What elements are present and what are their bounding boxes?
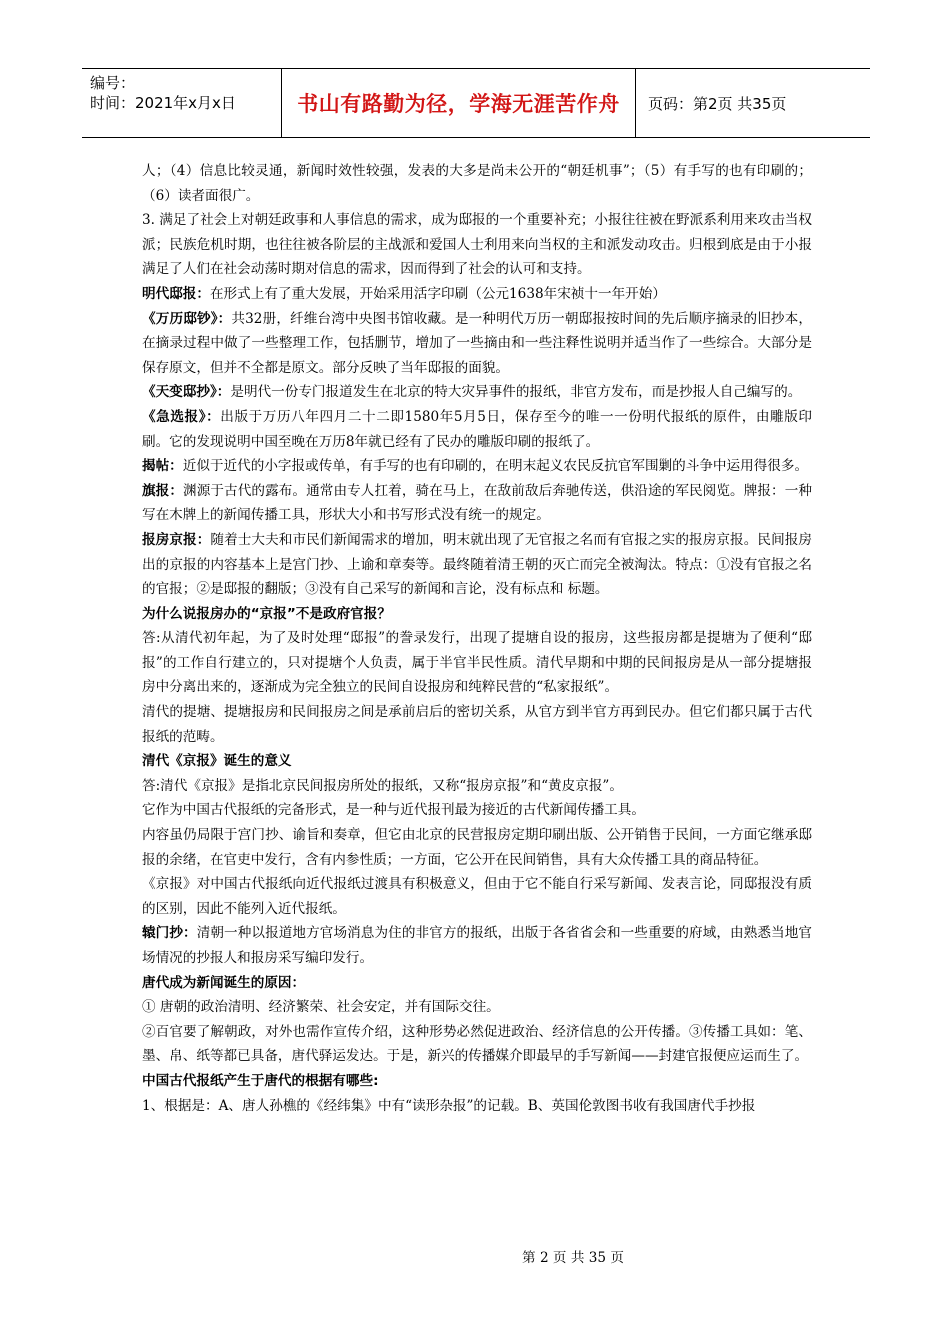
paragraph xyxy=(142,454,812,479)
paragraph xyxy=(142,995,812,1020)
paragraph xyxy=(142,798,812,823)
page-header xyxy=(82,68,870,138)
paragraph-text: 答:清代《京报》是指北京民间报房所处的报纸，又称“报房京报”和“黄皮京报”。 xyxy=(142,777,623,794)
paragraph xyxy=(142,971,812,996)
paragraph-heading: 揭帖： xyxy=(142,458,183,475)
paragraph-text: 清朝一种以报道地方官场消息为住的非官方的报纸，出版于各省省会和一些重要的府域，由熟悉当地官场情况的抄报人和报房采写编印发行。 xyxy=(142,925,812,966)
paragraph-text: 是明代一份专门报道发生在北京的特大灾异事件的报纸，非官方发布，而是抄报人自己编写的。 xyxy=(230,384,802,401)
paragraph-heading: 《天变邸抄》： xyxy=(142,384,231,401)
paragraph xyxy=(142,749,812,774)
paragraph xyxy=(142,774,812,799)
page-footer: 第 2 页 共 35 页 xyxy=(522,1250,624,1266)
paragraph xyxy=(142,405,812,454)
paragraph-text: 内容虽仍局限于宫门抄、谕旨和奏章，但它由北京的民营报房定期印刷出版、公开销售于民间，一方面它继承邸报的余绪，在官吏中发行，含有内参性质；一方面，它公开在民间销售，具有大众传播工具的商品特征。 xyxy=(142,827,812,868)
paragraph-text: 1、根据是：A、唐人孙樵的《经纬集》中有“读形杂报”的记载。B、英国伦敦图书收有我国唐代手抄报 xyxy=(142,1097,756,1114)
paragraph-text: ②百官要了解朝政，对外也需作宣传介绍，这种形势必然促进政治、经济信息的公开传播。③传播工具如：笔、墨、帛、纸等都已具备，唐代驿运发达。于是，新兴的传播媒介即最早的手写新闻——封建官报便应运而生了。 xyxy=(142,1023,812,1065)
paragraph xyxy=(142,700,812,749)
paragraph-text: 共32册，纤维台湾中央图书馆收藏。是一种明代万历一朝邸报按时间的先后顺序摘录的旧抄本，在摘录过程中做了一些整理工作，包括删节，增加了一些摘由和一些注释性说明并适当作了一些综合。大部分是保存原文，但并不全都是原文。部分反映了当年邸报的面貌。 xyxy=(142,310,813,376)
paragraph-text: 清代的提塘、提塘报房和民间报房之间是承前启后的密切关系，从官方到半官方再到民办。但它们都只属于古代报纸的范畴。 xyxy=(142,704,812,745)
paragraph-heading: 报房京报： xyxy=(142,531,211,548)
paragraph xyxy=(142,380,812,405)
paragraph-heading: 为什么说报房办的“京报”不是政府官报？ xyxy=(142,605,391,622)
paragraph-text: 人；（4）信息比较灵通，新闻时效性较强，发表的大多是尚未公开的“朝廷机事”；（5）有手写的也有印刷的；（6）读者面很广。 xyxy=(142,163,812,204)
paragraph xyxy=(142,307,812,381)
header-page-number: 页码：第2页 共35页 xyxy=(648,94,787,113)
paragraph-text: 在形式上有了重大发展，开始采用活字印刷（公元1638年宋祯十一年开始） xyxy=(209,285,666,302)
paragraph-text: 随着士大夫和市民们新闻需求的增加，明末就出现了无官报之名而有官报之实的报房京报。民间报房出的京报的内容基本上是宫门抄、上谕和章奏等。最终随着清王朝的灭亡而完全被淘汰。特点：①没有官报之名的官报；②是邸报的翻版；③没有自己采写的新闻和言论，没有标点和 标题。 xyxy=(142,531,813,598)
paragraph-text: ① 唐朝的政治清明、经济繁荣、社会安定，并有国际交往。 xyxy=(142,999,500,1016)
paragraph-text: 答:从清代初年起，为了及时处理“邸报”的誊录发行，出现了提塘自设的报房，这些报房都是提塘为了便利“邸报”的工作自行建立的，只对提塘个人负责，属于半官半民性质。清代早期和中期的民间报房是从一部分提塘报房中分离出来的，逐渐成为完全独立的民间自设报房和纯粹民营的“私家报纸”。 xyxy=(142,630,812,696)
paragraph xyxy=(142,872,812,921)
paragraph xyxy=(142,823,812,872)
paragraph xyxy=(142,1020,812,1069)
paragraph xyxy=(142,479,812,528)
paragraph-heading: 《万历邸钞》： xyxy=(142,310,232,327)
paragraph xyxy=(142,921,812,970)
document-number: 编号： xyxy=(90,74,136,92)
paragraph-heading: 明代邸报： xyxy=(142,285,210,302)
paragraph-text: 它作为中国古代报纸的完备形式，是一种与近代报刊最为接近的古代新闻传播工具。 xyxy=(142,802,645,819)
header-meta xyxy=(82,69,282,137)
paragraph-text: 《京报》对中国古代报纸向近代报纸过渡具有积极意义，但由于它不能自行采写新闻、发表言论，同邸报没有质的区别，因此不能列入近代报纸。 xyxy=(142,876,812,917)
paragraph-text: 出版于万历八年四月二十二即1580年5月5日，保存至今的唯一一份明代报纸的原件，由雕版印刷。它的发现说明中国至晚在万历8年就已经有了民办的雕版印刷的报纸了。 xyxy=(142,408,813,450)
paragraph xyxy=(142,626,812,700)
header-motto: 书山有路勤为径，学海无涯苦作舟 xyxy=(282,69,636,137)
paragraph xyxy=(142,159,812,208)
document-body xyxy=(142,159,812,1118)
paragraph xyxy=(142,1069,812,1094)
paragraph-heading: 唐代成为新闻诞生的原因： xyxy=(142,974,306,991)
paragraph-heading: 中国古代报纸产生于唐代的根据有哪些: xyxy=(142,1072,379,1089)
paragraph xyxy=(142,528,812,602)
document-date: 时间：2021年x月x日 xyxy=(90,94,236,112)
paragraph-text: 3. 满足了社会上对朝廷政事和人事信息的需求，成为邸报的一个重要补充；小报往往被在野派系利用来攻击当权派；民族危机时期，也往往被各阶层的主战派和爱国人士利用来向当权的主和派发动攻击。归根到底是由于小报满足了人们在社会动荡时期对信息的需求，因而得到了社会的认可和支持。 xyxy=(142,212,812,278)
paragraph-text: 渊源于古代的露布。通常由专人扛着，骑在马上，在敌前敌后奔驰传送，供沿途的军民阅览。牌报：一种写在木牌上的新闻传播工具，形状大小和书写形式没有统一的规定。 xyxy=(142,482,813,524)
paragraph-heading: 《急选报》： xyxy=(142,408,221,425)
paragraph xyxy=(142,208,812,282)
paragraph-heading: 辕门抄： xyxy=(142,925,197,942)
paragraph-heading: 旗报： xyxy=(142,482,184,499)
paragraph-heading: 清代《京报》诞生的意义 xyxy=(142,753,292,770)
paragraph xyxy=(142,1094,812,1119)
paragraph xyxy=(142,282,812,307)
paragraph xyxy=(142,602,812,627)
paragraph-text: 近似于近代的小字报或传单，有手写的也有印刷的，在明末起义农民反抗官军围剿的斗争中运用得很多。 xyxy=(182,458,809,475)
